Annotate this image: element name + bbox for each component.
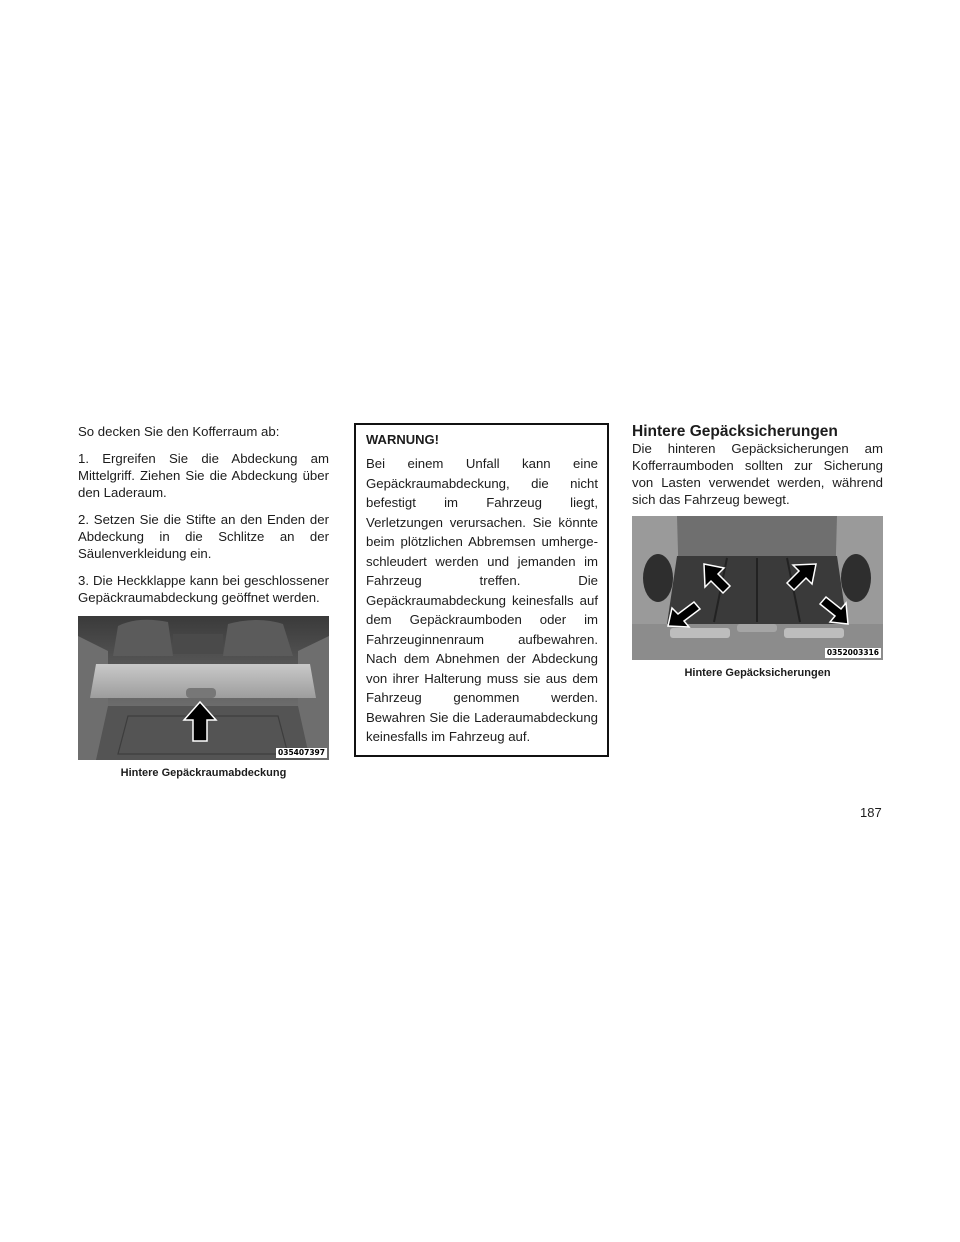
cargo-cover-illustration <box>78 616 329 760</box>
middle-column <box>354 423 607 757</box>
step-1: 1. Ergreifen Sie die Abdeckung am Mittelgriff. Ziehen Sie die Abdeckung über den Laderaum. <box>78 451 329 500</box>
figure-caption: Hintere Gepäckraumabdeckung <box>120 767 287 779</box>
step-2: 2. Setzen Sie die Stifte an den Enden der Abdeckung in die Schlitze an der Säulenverkleidung ein. <box>78 512 329 561</box>
page-number: 187 <box>860 805 882 820</box>
figure-code: 0352003316 <box>826 648 879 657</box>
tie-down-illustration <box>632 516 883 660</box>
warning-title: WARNUNG! <box>366 432 439 447</box>
step-3: 3. Die Heckklappe kann bei geschlossener Gepäckraumabdeckung geöffnet werden. <box>78 573 329 605</box>
figure-code: 035407397 <box>278 748 325 757</box>
tie-down-figure <box>632 516 883 679</box>
left-column <box>78 423 329 779</box>
tie-down-photo <box>632 516 883 660</box>
warning-box <box>354 423 609 757</box>
section-heading: Hintere Gepäcksicherungen <box>632 423 838 440</box>
cargo-cover-photo <box>78 616 329 760</box>
intro-text: So decken Sie den Kofferraum ab: <box>78 424 280 439</box>
right-column <box>632 423 883 679</box>
cargo-cover-figure <box>78 616 329 779</box>
figure-caption: Hintere Gepäcksicherungen <box>684 667 831 679</box>
section-text: Die hinteren Gepäcksicherungen am Kofferraumboden sollten zur Sicherung von Lasten verwendet werden, während sich das Fahrzeug bewegt. <box>632 441 883 507</box>
warning-text: Bei einem Unfall kann eine Gepäckraumabdeckung, die nicht befestigt im Fahrzeug liegt, Verletzungen verursachen. Sie könnte beim plötzlichen Abbremsen umhergeschleudert werden und jemanden im Fahrzeug treffen. Die Gepäckraumabdeckung keinesfalls auf dem Gepäckraumboden oder im Fahrzeuginnenraum aufbewahren. Nach dem Abnehmen der Abdeckung von ihrer Halterung muss sie aus dem Fahrzeug genommen werden. Bewahren Sie die Laderaumabdeckung keinesfalls im Fahrzeug auf. <box>366 456 598 744</box>
